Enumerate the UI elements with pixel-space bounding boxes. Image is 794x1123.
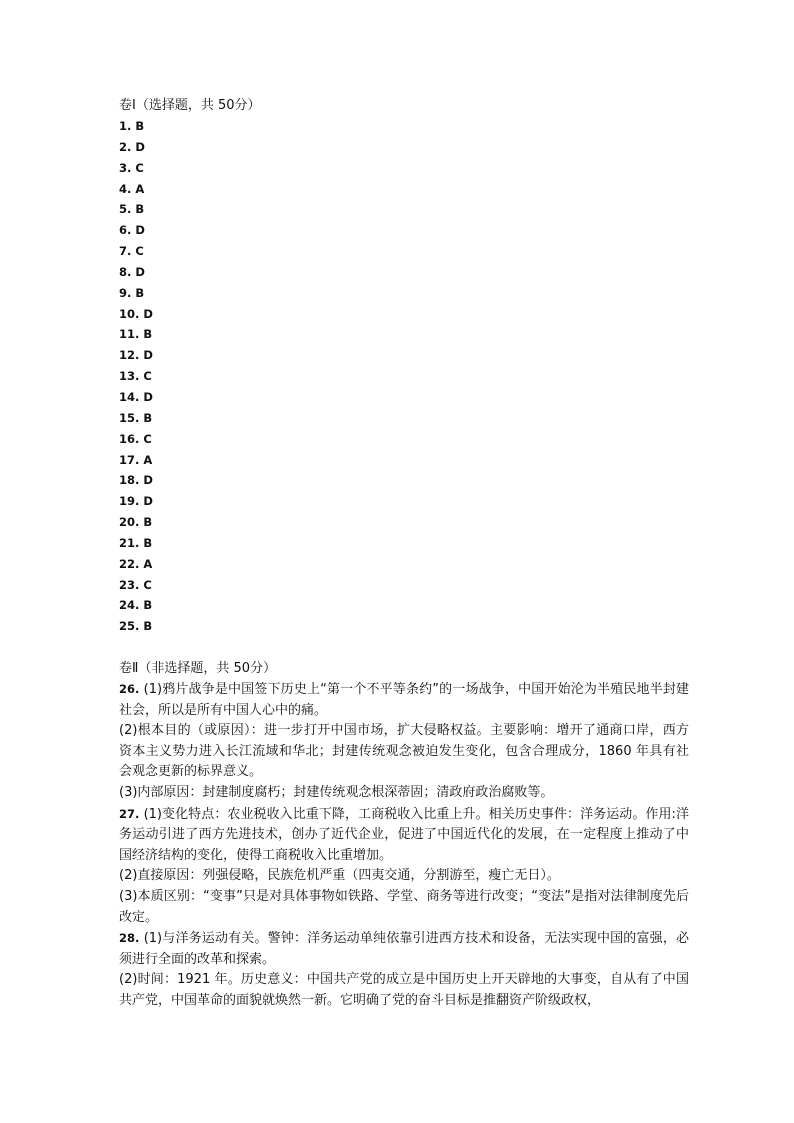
answer-paragraph xyxy=(119,970,689,1011)
answer-paragraph xyxy=(119,887,689,928)
section2-title: 卷Ⅱ（非选择题，共 50分） xyxy=(119,661,277,677)
answer-item: 1. B xyxy=(119,119,145,133)
answer-item: 23. C xyxy=(119,577,152,592)
answer-item: 19. D xyxy=(119,494,153,509)
answer-text: (3)内部原因：封建制度腐朽；封建传统观念根深蒂固；清政府政治腐败等。 xyxy=(119,785,554,801)
answer-item: 17. A xyxy=(119,452,153,467)
section1-title: 卷Ⅰ（选择题，共 50分） xyxy=(119,98,261,113)
answer-item: 9. B xyxy=(119,285,145,300)
section-spacer xyxy=(119,637,689,659)
answer-text: (2)根本目的（或原因）：进一步打开中国市场，扩大侵略权益。主要影响：增开了通商口岸，西方资本主义势力进入长江流域和华北；封建传统观念被迫发生变化，包含合理成分，1860 年具有社会观念更新的标界意义。 xyxy=(119,723,689,780)
answer-item: 12. D xyxy=(119,348,153,363)
document-page xyxy=(119,96,689,1012)
answer-paragraph xyxy=(119,928,689,970)
answer-item: 7. C xyxy=(119,244,144,259)
answer-list xyxy=(119,116,689,637)
answer-item: 20. B xyxy=(119,515,153,530)
answer-paragraph xyxy=(119,866,689,887)
answer-item: 18. D xyxy=(119,473,153,488)
answer-item: 25. B xyxy=(119,619,153,634)
answer-text: (2)直接原因：列强侵略，民族危机严重（四夷交通，分割游至，瘦亡无日）。 xyxy=(119,868,560,884)
question-number: 27. xyxy=(119,806,140,821)
answer-item: 22. A xyxy=(119,556,153,571)
answer-text: (1)变化特点：农业税收入比重下降，工商税收入比重上升。相关历史事件：洋务运动。作用:洋务运动引进了西方先进技术，创办了近代企业，促进了中国近代化的发展，在一定程度上推动了中国经济结构的变化，使得工商税收入比重增加。 xyxy=(119,806,689,863)
answer-item: 6. D xyxy=(119,223,145,238)
answer-item: 16. C xyxy=(119,431,152,446)
answer-text: (1)与洋务运动有关。警钟：洋务运动单纯依靠引进西方技术和设备，无法实现中国的富强，必须进行全面的改革和探索。 xyxy=(119,931,689,967)
answer-paragraph xyxy=(119,679,689,721)
answer-item: 3. C xyxy=(119,160,144,175)
answer-item: 2. D xyxy=(119,139,145,154)
answer-item: 21. B xyxy=(119,535,153,550)
answer-item: 5. B xyxy=(119,202,145,217)
answer-item: 24. B xyxy=(119,598,153,613)
question-number: 28. xyxy=(119,931,140,946)
answer-item: 11. B xyxy=(119,327,153,342)
answer-item: 4. A xyxy=(119,181,145,196)
answer-paragraph xyxy=(119,804,689,867)
answer-text: (1)鸦片战争是中国签下历史上“第一个不平等条约”的一场战争，中国开始沦为半殖民地半封建社会，所以是所有中国人心中的痛。 xyxy=(119,682,689,718)
question-number: 26. xyxy=(119,682,140,697)
answer-item: 15. B xyxy=(119,410,153,425)
answer-paragraph xyxy=(119,721,689,783)
answer-item: 13. C xyxy=(119,369,152,384)
answer-paragraph xyxy=(119,783,689,804)
answer-text: (2)时间：1921 年。历史意义：中国共产党的成立是中国历史上开天辟地的大事变，自从有了中国共产党，中国革命的面貌就焕然一新。它明确了党的奋斗目标是推翻资产阶级政权， xyxy=(119,972,689,1008)
answer-item: 10. D xyxy=(119,306,153,321)
answer-text: (3)本质区别：“变事”只是对具体事物如铁路、学堂、商务等进行改变；“变法”是指对法律制度先后改定。 xyxy=(119,889,689,925)
answer-item: 8. D xyxy=(119,264,145,279)
answer-item: 14. D xyxy=(119,389,153,404)
